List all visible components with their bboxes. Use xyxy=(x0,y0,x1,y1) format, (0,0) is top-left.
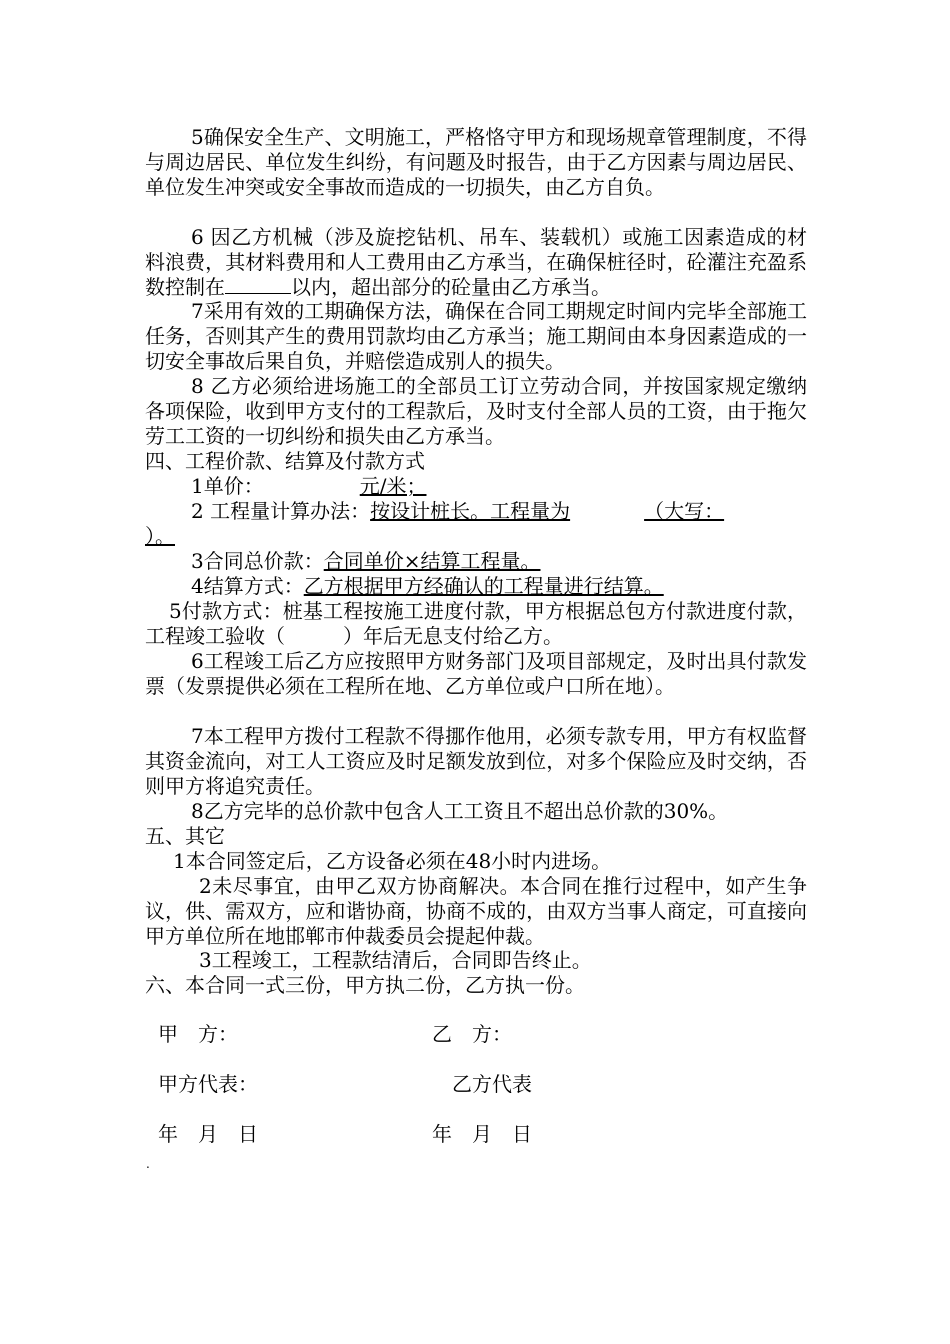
party-b-rep-label: 乙方代表 xyxy=(452,1072,532,1096)
clause-4-2 xyxy=(145,499,807,549)
clause-3-6-text-b: 以内，超出部分的砼量由乙方承当。 xyxy=(291,275,611,299)
clause-5-3: 3工程竣工，工程款结清后，合同即告终止。 xyxy=(199,948,592,972)
clause-4-8: 8乙方完毕的总价款中包含人工工资且不超出总价款的30%。 xyxy=(191,799,729,823)
quantity-method-label: 2 工程量计算办法： xyxy=(191,499,371,523)
fill-coefficient-blank xyxy=(225,275,291,294)
clause-3-5: 5确保安全生产、文明施工，严格恪守甲方和现场规章管理制度，不得与周边居民、单位发生纠纷，有问题及时报告，由于乙方因素与周边居民、单位发生冲突或安全事故而造成的一切损失，由乙方自负。 xyxy=(145,125,807,199)
section-6-text: 六、本合同一式三份，甲方执二份，乙方执一份。 xyxy=(145,973,585,997)
clause-5-2: 2未尽事宜，由甲乙双方协商解决。本合同在推行过程中，如产生争议，供、需双方，应和谐协商，协商不成的，由双方当事人商定，可直接向甲方单位所在地邯郸市仲裁委员会提起仲裁。 xyxy=(145,874,807,948)
clause-4-7: 7本工程甲方拨付工程款不得挪作他用，必须专款专用，甲方有权监督其资金流向，对工人工资应及时足额发放到位，对多个保险应及时交纳，否则甲方将追究责任。 xyxy=(145,724,807,798)
clause-5-1: 1本合同签定后，乙方设备必须在48小时内进场。 xyxy=(173,849,612,873)
unit-price-label: 1单价： xyxy=(191,474,264,498)
quantity-method-close: ）。 xyxy=(145,524,175,548)
clause-3-8: 8 乙方必须给进场施工的全部员工订立劳动合同，并按国家规定缴纳各项保险，收到甲方支付的工程款后，及时支付全部人员的工资，由于拖欠劳工工资的一切纠纷和损失由乙方承当。 xyxy=(145,374,807,448)
clause-3-6 xyxy=(145,225,807,300)
party-b-date: 年 月 日 xyxy=(432,1122,532,1146)
clause-4-1 xyxy=(145,474,807,499)
section-4-heading: 四、工程价款、结算及付款方式 xyxy=(145,449,425,473)
settlement-value: 乙方根据甲方经确认的工程量进行结算。 xyxy=(303,574,664,598)
payment-text-b: ）年后无息支付给乙方。 xyxy=(343,624,563,648)
section-5-heading: 五、其它 xyxy=(145,824,225,848)
clause-4-3 xyxy=(145,549,807,574)
footer-mark: . xyxy=(146,1157,150,1171)
clause-4-6: 6工程竣工后乙方应按照甲方财务部门及项目部规定，及时出具付款发票（发票提供必须在工程所在地、乙方单位或户口所在地）。 xyxy=(145,649,807,698)
clause-3-7: 7采用有效的工期确保方法，确保在合同工期规定时间内完毕全部施工任务，否则其产生的费用罚款均由乙方承当；施工期间由本身因素造成的一切安全事故后果自负，并赔偿造成别人的损失。 xyxy=(145,299,807,373)
party-a-rep-label: 甲方代表： xyxy=(158,1072,258,1096)
quantity-method-value: 按设计桩长。工程量为 （大写： xyxy=(370,499,725,523)
total-price-value: 合同单价×结算工程量。 xyxy=(323,549,541,573)
unit-price-value: 元/米； xyxy=(359,474,427,498)
payment-text-a: 5付款方式：桩基工程按施工进度付款，甲方根据总包方付款进度付款，工程竣工验收（ xyxy=(145,599,807,648)
settlement-label: 4结算方式： xyxy=(191,574,304,598)
clause-4-4 xyxy=(145,574,807,599)
clause-4-5 xyxy=(145,599,807,649)
clause-3-6-text-a: 6 因乙方机械（涉及旋挖钻机、吊车、装载机）或施工因素造成的材料浪费，其材料费用和人工费用由乙方承当，在确保桩径时，砼灌注充盈系数控制在 xyxy=(145,225,807,299)
party-b-label: 乙 方： xyxy=(432,1022,512,1046)
party-a-date: 年 月 日 xyxy=(158,1122,258,1146)
total-price-label: 3合同总价款： xyxy=(191,549,324,573)
party-a-label: 甲 方： xyxy=(158,1022,238,1046)
